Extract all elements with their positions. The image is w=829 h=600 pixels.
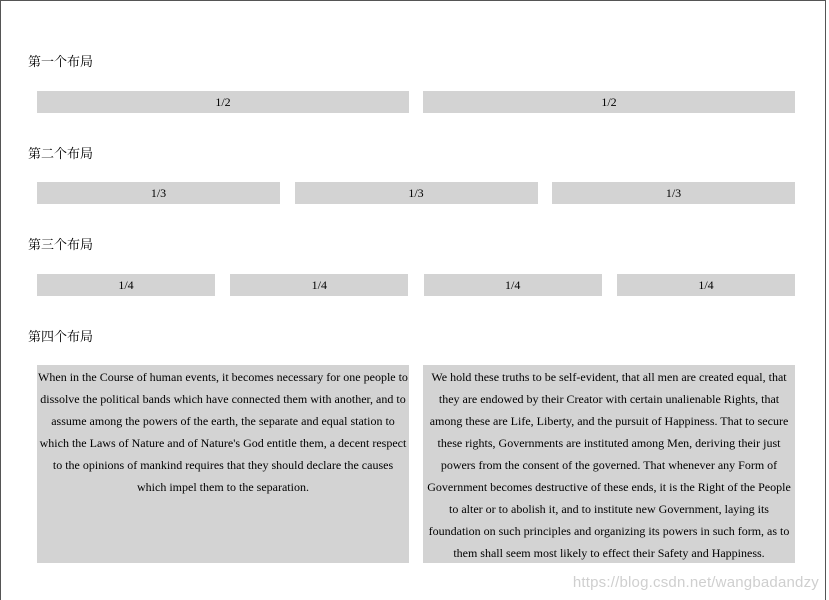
third-cell: 1/3 (295, 182, 538, 204)
section-title-3: 第三个布局 (28, 238, 94, 253)
half-cell: 1/2 (423, 91, 795, 113)
layout-row-thirds (37, 182, 795, 204)
quarter-cell: 1/4 (230, 274, 408, 296)
text-column-left: When in the Course of human events, it becomes necessary for one people to dissolve the political bands which have connected them with another, and to assume among the powers of the earth, the separate and equal station to which the Laws of Nature and of Nature's God entitle them, a decent respect to the opinions of mankind requires that they should declare the causes which impel them to the separation. (37, 365, 409, 563)
watermark-url: https://blog.csdn.net/wangbadandzy (572, 574, 819, 591)
quarter-cell: 1/4 (424, 274, 602, 296)
section-title-4: 第四个布局 (28, 330, 94, 345)
third-cell: 1/3 (37, 182, 280, 204)
quarter-cell: 1/4 (617, 274, 795, 296)
section-title-1: 第一个布局 (28, 55, 94, 70)
layout-row-halves (37, 91, 795, 113)
layout-row-quarters (37, 274, 795, 296)
text-column-right: We hold these truths to be self-evident, that all men are created equal, that they are endowed by their Creator with certain unalienable Rights, that among these are Life, Liberty, and the pursuit of Happiness. That to secure these rights, Governments are instituted among Men, deriving their just powers from the consent of the governed. That whenever any Form of Government becomes destructive of these ends, it is the Right of the People to alter or to abolish it, and to institute new Government, laying its foundation on such principles and organizing its powers in such form, as to them shall seem most likely to effect their Safety and Happiness. (423, 365, 795, 563)
section-title-2: 第二个布局 (28, 147, 94, 162)
half-cell: 1/2 (37, 91, 409, 113)
layout-row-text-columns (37, 365, 795, 563)
quarter-cell: 1/4 (37, 274, 215, 296)
third-cell: 1/3 (552, 182, 795, 204)
